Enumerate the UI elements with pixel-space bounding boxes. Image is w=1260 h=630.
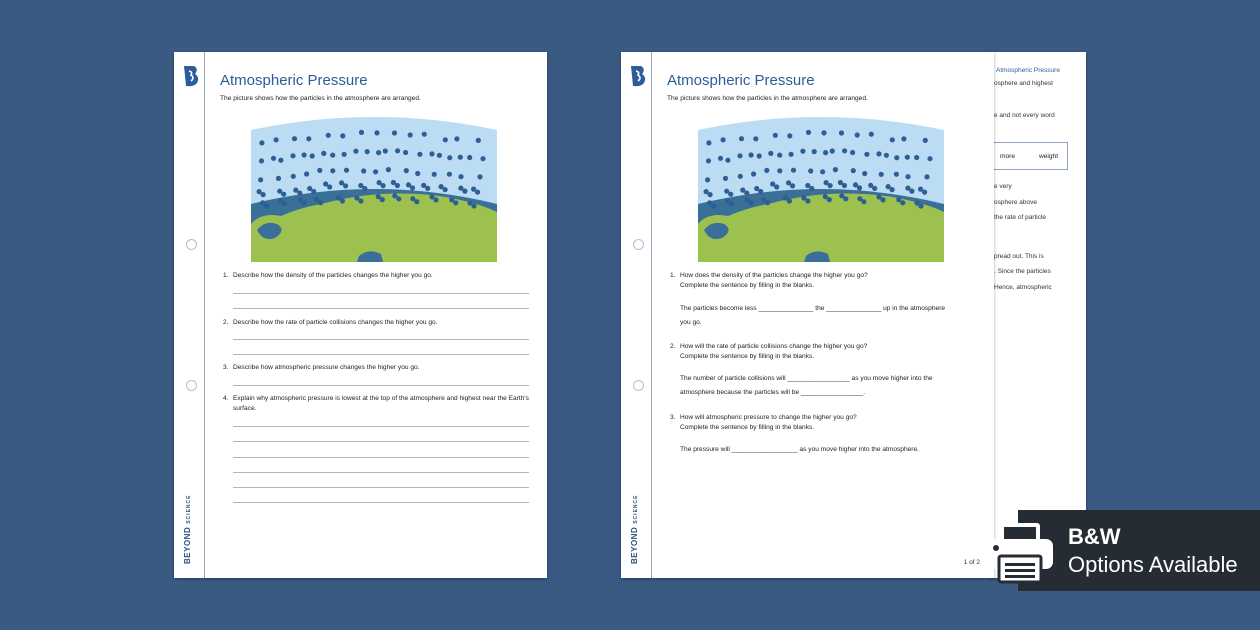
margin-line (204, 52, 205, 578)
particle (278, 158, 283, 163)
particle (791, 168, 796, 173)
particle (905, 155, 910, 160)
particle (330, 153, 335, 158)
atmosphere-illustration (251, 112, 497, 262)
back-text-line: osphere and highest (994, 80, 1053, 87)
particle (340, 133, 345, 138)
back-worksheet-page (990, 52, 1086, 578)
particle (828, 183, 833, 188)
particle (900, 200, 905, 205)
particle (869, 132, 874, 137)
particle (857, 185, 862, 190)
answer-line (233, 441, 529, 442)
particle (789, 152, 794, 157)
particle (318, 200, 323, 205)
particle (706, 158, 711, 163)
particle (290, 153, 295, 158)
particle (843, 196, 848, 201)
particle (774, 184, 779, 189)
particle (876, 151, 881, 156)
particle (830, 148, 835, 153)
particle (358, 198, 363, 203)
particle (471, 203, 476, 208)
particle (914, 155, 919, 160)
particle (404, 168, 409, 173)
particle (311, 189, 316, 194)
particle (282, 201, 287, 206)
particle (475, 190, 480, 195)
particle (259, 140, 264, 145)
particle (395, 148, 400, 153)
particle (924, 174, 929, 179)
particle (705, 177, 710, 182)
particle (443, 137, 448, 142)
particle (872, 186, 877, 191)
particle (429, 151, 434, 156)
binder-hole (186, 380, 197, 391)
particle (343, 183, 348, 188)
margin-line (651, 52, 652, 578)
particle (433, 197, 438, 202)
particle (458, 155, 463, 160)
particle (432, 172, 437, 177)
particle (777, 168, 782, 173)
word-bank-word: more (1000, 153, 1016, 160)
question-3: 3. Describe how atmospheric pressure changes the higher you go. (223, 364, 420, 371)
particle (330, 168, 335, 173)
particle (321, 151, 326, 156)
particle (861, 199, 866, 204)
particle (480, 156, 485, 161)
particle (458, 174, 463, 179)
particle (258, 177, 263, 182)
particle (374, 130, 379, 135)
particle (447, 172, 452, 177)
particle (454, 136, 459, 141)
particle (890, 137, 895, 142)
particle (708, 192, 713, 197)
particle (462, 189, 467, 194)
back-text-line: Hence, atmospheric (994, 284, 1052, 291)
brand-label: BEYONDSCIENCE (630, 494, 639, 564)
particle (410, 185, 415, 190)
worksheet-page-left (174, 52, 547, 578)
particle (310, 153, 315, 158)
particle (842, 148, 847, 153)
particle (403, 150, 408, 155)
badge-title: B&W (1068, 524, 1121, 549)
particle (773, 133, 778, 138)
particle (386, 167, 391, 172)
particle (718, 156, 723, 161)
particle (344, 168, 349, 173)
atmosphere-illustration (698, 112, 944, 262)
particle (395, 183, 400, 188)
particle (729, 201, 734, 206)
particle (327, 184, 332, 189)
beyond-logo-icon (629, 65, 647, 87)
particle (292, 136, 297, 141)
particle (302, 200, 307, 205)
question-3: 3. How will atmospheric pressure to change the higher you go? Complete the sentence by filling in the blanks. (670, 414, 857, 431)
particle (787, 198, 792, 203)
particle (376, 150, 381, 155)
binder-hole (633, 239, 644, 250)
particle (739, 136, 744, 141)
particle (809, 186, 814, 191)
question-2: 2. How will the rate of particle collisions change the higher you go? Complete the sentence by filling in the blanks. (670, 343, 868, 360)
particle (765, 200, 770, 205)
particle (812, 149, 817, 154)
binder-hole (186, 239, 197, 250)
worksheet-page-right (621, 52, 994, 578)
particle (725, 158, 730, 163)
particle (833, 167, 838, 172)
fill-in-sentence: The number of particle collisions will _________________ as you move higher into the atmosphere because the particles will be _________________. (680, 375, 933, 396)
particle (477, 174, 482, 179)
answer-line (233, 354, 529, 355)
particle (359, 130, 364, 135)
answer-line (233, 472, 529, 473)
particle (737, 153, 742, 158)
particle (918, 203, 923, 208)
particle (758, 189, 763, 194)
particle (422, 132, 427, 137)
particle (396, 196, 401, 201)
particle (890, 187, 895, 192)
back-text-line: e very (994, 183, 1012, 190)
particle (800, 149, 805, 154)
particle (437, 153, 442, 158)
particle (383, 148, 388, 153)
particle (711, 203, 716, 208)
particle (467, 155, 472, 160)
particle (827, 197, 832, 202)
particle (723, 176, 728, 181)
particle (749, 200, 754, 205)
particle (884, 153, 889, 158)
particle (753, 136, 758, 141)
particle (880, 197, 885, 202)
particle (281, 192, 286, 197)
page-title: Atmospheric Pressure (667, 72, 815, 89)
particle (361, 168, 366, 173)
binder-hole (633, 380, 644, 391)
particle (415, 171, 420, 176)
particle (447, 155, 452, 160)
particle (820, 169, 825, 174)
particle (291, 174, 296, 179)
particle (408, 132, 413, 137)
particle (805, 198, 810, 203)
particle (362, 186, 367, 191)
particle (744, 191, 749, 196)
fill-in-sentence: The particles become less _______________ the _______________ up in the atmosphere you go. (680, 305, 946, 326)
back-text-line: the rate of particle (994, 214, 1047, 221)
answer-line (233, 487, 529, 488)
particle (373, 169, 378, 174)
particle (259, 158, 264, 163)
particle (806, 130, 811, 135)
answer-line (233, 385, 529, 386)
answer-line (233, 293, 529, 294)
particle (879, 172, 884, 177)
particle (823, 150, 828, 155)
particle (751, 171, 756, 176)
answer-line (233, 339, 529, 340)
particle (317, 168, 322, 173)
particle (304, 171, 309, 176)
particle (392, 130, 397, 135)
brand-label: BEYONDSCIENCE (183, 494, 192, 564)
particle (414, 199, 419, 204)
particle (768, 151, 773, 156)
fill-in-sentence: The pressure will __________________ as you move higher into the atmosphere. (680, 446, 919, 453)
back-text-line: e and not every word (994, 112, 1055, 119)
particle (894, 155, 899, 160)
particle (365, 149, 370, 154)
particle (862, 171, 867, 176)
word-bank-word: weight (1039, 153, 1059, 160)
particle (808, 168, 813, 173)
bw-options-badge (1018, 510, 1260, 591)
particle (922, 190, 927, 195)
particle (855, 132, 860, 137)
word-bank-box (990, 142, 1068, 170)
question-2: 2. Describe how the rate of particle collisions changes the higher you go. (223, 319, 438, 326)
particle (417, 152, 422, 157)
particle (326, 133, 331, 138)
particle (777, 153, 782, 158)
particle (787, 133, 792, 138)
particle (850, 150, 855, 155)
particle (790, 183, 795, 188)
particle (728, 192, 733, 197)
page-title: Atmospheric Pressure (220, 72, 368, 89)
back-text-line: osphere above (994, 199, 1038, 206)
particle (821, 130, 826, 135)
particle (276, 176, 281, 181)
particle (274, 137, 279, 142)
particle (340, 198, 345, 203)
particle (706, 140, 711, 145)
intro-text: The picture shows how the particles in the atmosphere are arranged. (667, 95, 868, 102)
badge-subtitle: Options Available (1068, 552, 1238, 577)
answer-line (233, 457, 529, 458)
particle (894, 172, 899, 177)
particle (353, 149, 358, 154)
question-1: 1. Describe how the density of the particles changes the higher you go. (223, 272, 433, 279)
back-text-line: pread out. This is (994, 253, 1044, 260)
particle (909, 189, 914, 194)
back-title: Atmospheric Pressure (996, 67, 1060, 74)
particle (839, 130, 844, 135)
particle (380, 197, 385, 202)
question-1: 1. How does the density of the particles change the higher you go? Complete the sentence by filling in the blanks. (670, 272, 868, 289)
back-text-line: . Since the particles (994, 268, 1051, 275)
answer-line (233, 502, 529, 503)
printer-icon (984, 520, 1056, 584)
question-4: 4. Explain why atmospheric pressure is lowest at the top of the atmosphere and highest near the Earth's surface. (223, 395, 529, 412)
particle (721, 137, 726, 142)
particle (901, 136, 906, 141)
particle (261, 192, 266, 197)
beyond-logo-icon (182, 65, 200, 87)
particle (381, 183, 386, 188)
particle (757, 153, 762, 158)
particle (453, 200, 458, 205)
particle (764, 168, 769, 173)
particle (923, 138, 928, 143)
particle (842, 183, 847, 188)
intro-text: The picture shows how the particles in the atmosphere are arranged. (220, 95, 421, 102)
particle (738, 174, 743, 179)
particle (302, 152, 307, 157)
particle (749, 152, 754, 157)
particle (476, 138, 481, 143)
particle (927, 156, 932, 161)
particle (342, 152, 347, 157)
particle (864, 152, 869, 157)
page-number: 1 of 2 (963, 559, 980, 566)
particle (264, 203, 269, 208)
particle (851, 168, 856, 173)
particle (905, 174, 910, 179)
particle (271, 156, 276, 161)
particle (306, 136, 311, 141)
particle (297, 191, 302, 196)
answer-line (233, 426, 529, 427)
particle (425, 186, 430, 191)
particle (443, 187, 448, 192)
answer-line (233, 308, 529, 309)
